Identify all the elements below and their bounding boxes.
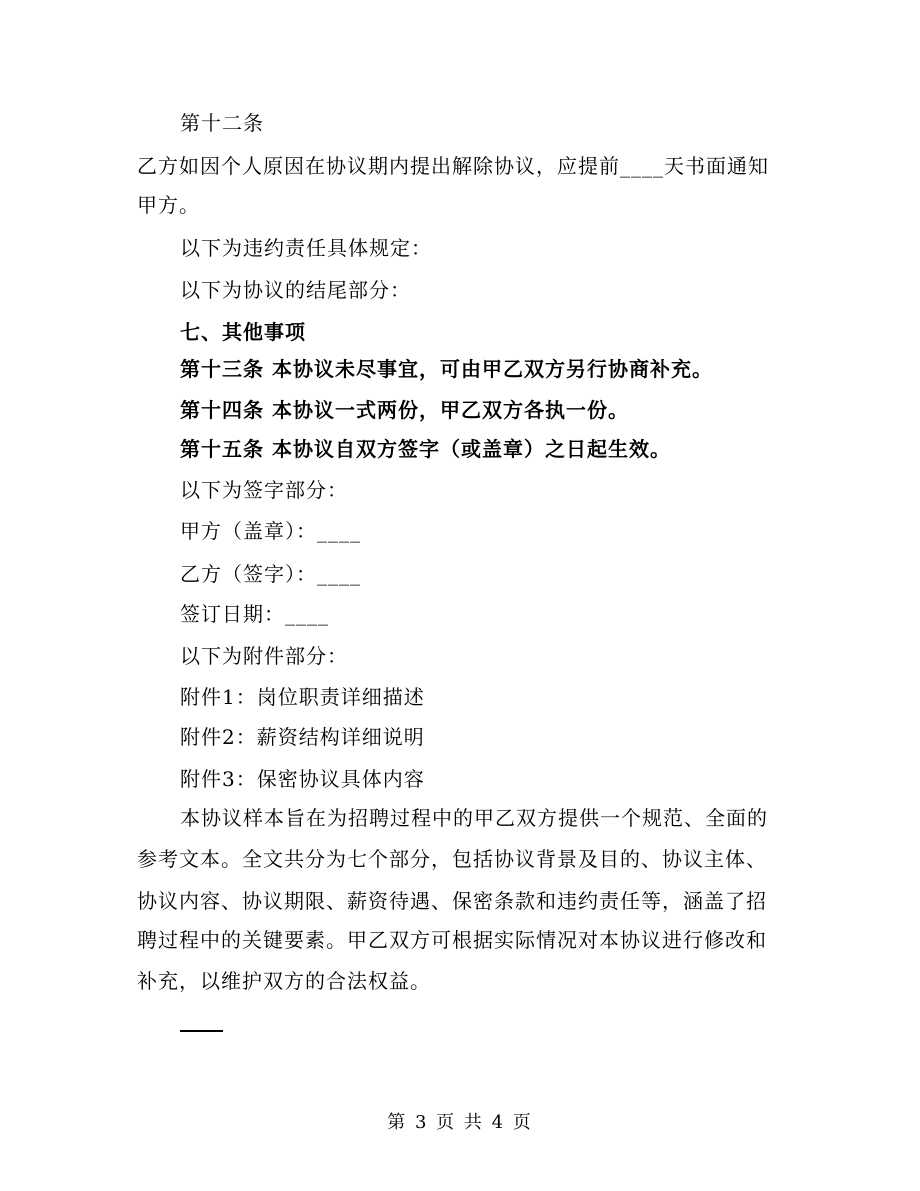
article-12-heading: 第十二条 (180, 111, 264, 135)
summary-line-5: 补充，以维护双方的合法权益。 (137, 969, 431, 993)
article-14: 第十四条 本协议一式两份，甲乙双方各执一份。 (180, 398, 629, 422)
party-b-signature: 乙方（签字）：____ (180, 562, 361, 586)
breach-intro: 以下为违约责任具体规定： (180, 236, 432, 260)
attachment-2: 附件2：薪资结构详细说明 (180, 725, 425, 749)
closing-intro: 以下为协议的结尾部分： (180, 278, 411, 302)
signature-intro: 以下为签字部分： (180, 478, 348, 502)
footnote-separator (180, 1030, 223, 1032)
summary-line-1: 本协议样本旨在为招聘过程中的甲乙双方提供一个规范、全面的 (180, 806, 768, 830)
summary-line-4: 聘过程中的关键要素。甲乙双方可根据实际情况对本协议进行修改和 (137, 928, 767, 952)
sign-date: 签订日期：____ (180, 602, 329, 626)
summary-line-2: 参考文本。全文共分为七个部分，包括协议背景及目的、协议主体、 (137, 847, 767, 871)
party-a-signature: 甲方（盖章）：____ (180, 519, 361, 543)
article-12-text-line-1: 乙方如因个人原因在协议期内提出解除协议，应提前____天书面通知 (137, 154, 769, 178)
article-12-text-line-2: 甲方。 (137, 193, 200, 217)
summary-line-3: 协议内容、协议期限、薪资待遇、保密条款和违约责任等，涵盖了招 (137, 889, 767, 913)
article-13: 第十三条 本协议未尽事宜，可由甲乙双方另行协商补充。 (180, 357, 713, 381)
attachment-3: 附件3：保密协议具体内容 (180, 767, 425, 791)
attachment-1: 附件1：岗位职责详细描述 (180, 685, 425, 709)
section-7-title: 七、其他事项 (180, 320, 306, 344)
page-footer: 第 3 页 共 4 页 (387, 1112, 533, 1133)
article-15: 第十五条 本协议自双方签字（或盖章）之日起生效。 (180, 437, 671, 461)
attachments-intro: 以下为附件部分： (180, 644, 348, 668)
